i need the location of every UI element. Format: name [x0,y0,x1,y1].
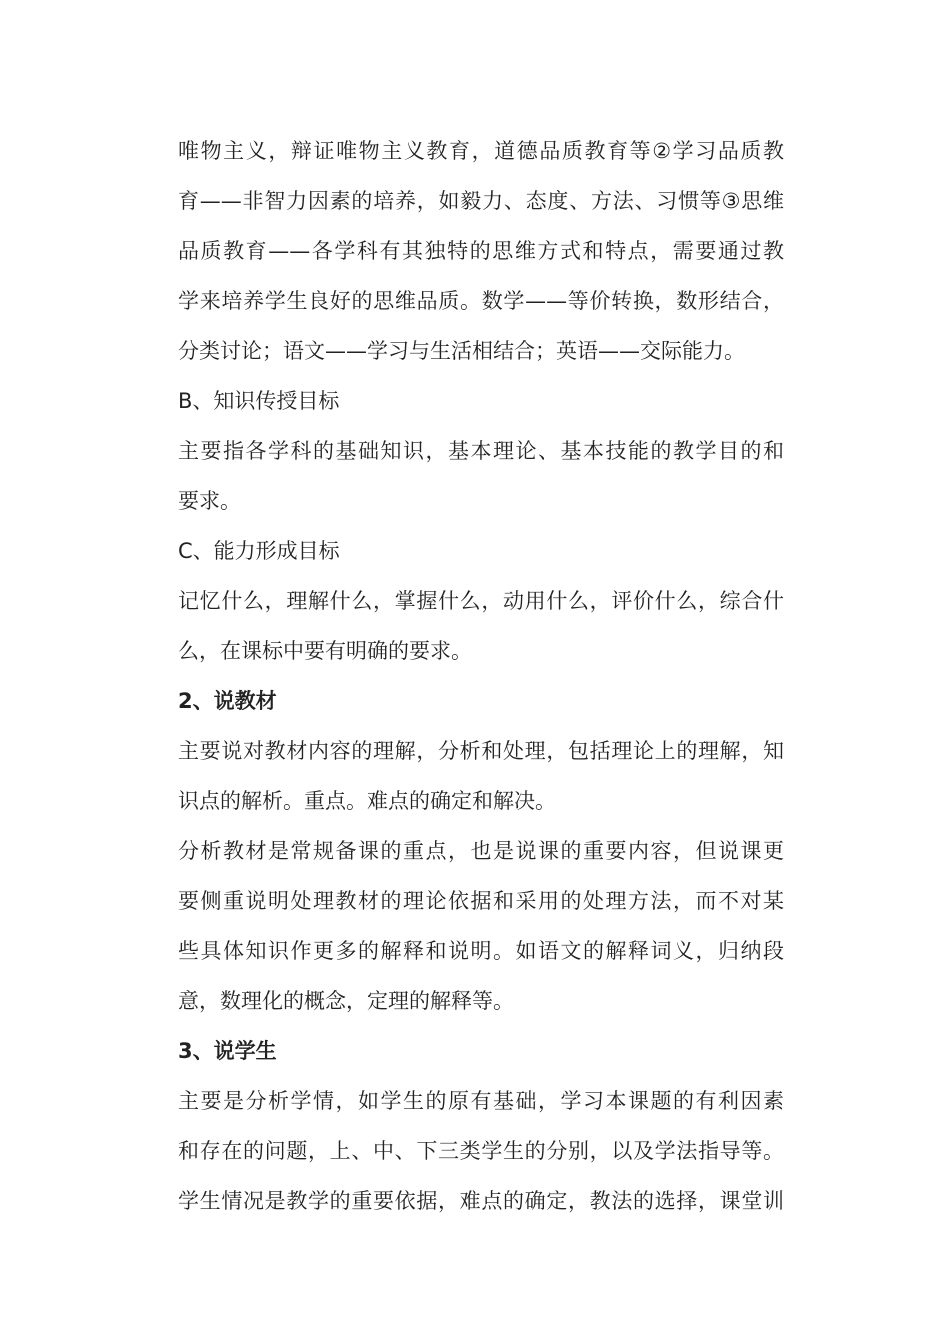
paragraph-knowledge-goal [178,426,784,526]
text-line: 么，在课标中要有明确的要求。 [178,639,472,663]
text-line: 和存在的问题，上、中、下三类学生的分别，以及学法指导等。 [178,1139,784,1163]
paragraph-students-2 [178,1176,784,1226]
paragraph-textbook-1 [178,726,784,826]
heading-ability-goal: C、能力形成目标 [178,539,340,563]
text-line: 品质教育——各学科有其独特的思维方式和特点，需要通过教 [178,239,784,263]
section-heading-students: 3、说学生 [178,1039,277,1063]
paragraph-moral-education [178,126,784,376]
text-line: 些具体知识作更多的解释和说明。如语文的解释词义，归纳段 [178,939,784,963]
paragraph-textbook-2 [178,826,784,1026]
text-line: 意，数理化的概念，定理的解释等。 [178,989,514,1013]
text-line: 要侧重说明处理教材的理论依据和采用的处理方法，而不对某 [178,889,784,913]
paragraph-students-1 [178,1076,784,1176]
text-line: 主要说对教材内容的理解，分析和处理，包括理论上的理解，知 [178,739,784,763]
section-heading-textbook: 2、说教材 [178,689,277,713]
text-line: 分类讨论；语文——学习与生活相结合；英语——交际能力。 [178,339,745,363]
text-line: 育——非智力因素的培养，如毅力、态度、方法、习惯等③思维 [178,189,784,213]
text-line: 分析教材是常规备课的重点，也是说课的重要内容，但说课更 [178,839,784,863]
text-line: 主要指各学科的基础知识，基本理论、基本技能的教学目的和 [178,439,784,463]
text-line: 记忆什么，理解什么，掌握什么，动用什么，评价什么，综合什 [178,589,784,613]
text-line: 唯物主义，辩证唯物主义教育，道德品质教育等②学习品质教 [178,139,784,163]
text-line: 学来培养学生良好的思维品质。数学——等价转换，数形结合， [178,289,784,313]
text-line: 识点的解析。重点。难点的确定和解决。 [178,789,556,813]
text-line: 学生情况是教学的重要依据，难点的确定，教法的选择，课堂训 [178,1189,784,1213]
text-line: 要求。 [178,489,241,513]
document-page [178,126,784,1226]
heading-knowledge-goal: B、知识传授目标 [178,389,340,413]
text-line: 主要是分析学情，如学生的原有基础，学习本课题的有利因素 [178,1089,784,1113]
paragraph-ability-goal [178,576,784,676]
